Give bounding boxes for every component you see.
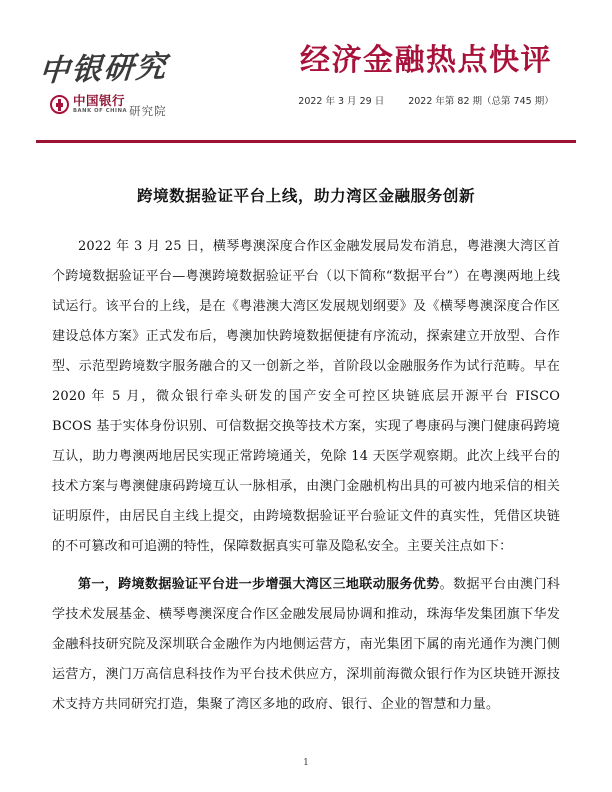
bank-of-china-chinese-name: 中国银行 bbox=[73, 93, 126, 108]
publication-issue: 2022 年第 82 期（总第 745 期） bbox=[408, 95, 554, 107]
publication-date: 2022 年 3 月 29 日 bbox=[298, 95, 385, 107]
institute-label: 研究院 bbox=[129, 103, 167, 118]
publication-header bbox=[276, 44, 576, 107]
paragraph bbox=[52, 232, 574, 562]
paragraph-lead: 第一，跨境数据验证平台进一步增强大湾区三地联动服务优势 bbox=[78, 577, 440, 592]
paragraph bbox=[52, 570, 560, 720]
paragraph-text: 。数据平台由澳门科学技术发展基金、横琴粤澳深度合作区金融发展局协调和推动，珠海华发集团旗下华发金融科技研究院及深圳联合金融作为内地侧运营方，南光集团下属的南光通作为澳门侧运营方，澳门万高信息科技作为平台技术供应方，深圳前海微众银行作为区块链开源技术支持方共同研究打造，集聚了湾区多地的政府、银行、企业的智慧和力量。 bbox=[52, 577, 560, 712]
bank-of-china-lockup bbox=[50, 93, 167, 118]
brand-block bbox=[36, 44, 266, 136]
bank-of-china-emblem-icon bbox=[50, 95, 69, 114]
header-divider-rule bbox=[36, 140, 576, 143]
publication-meta bbox=[276, 93, 576, 107]
bank-of-china-english-name: BANK OF CHINA bbox=[73, 108, 128, 115]
publication-title: 经济金融热点快评 bbox=[300, 43, 552, 78]
article-body bbox=[52, 232, 574, 720]
masthead bbox=[36, 44, 576, 140]
paragraph-text: 2022 年 3 月 25 日，横琴粤澳深度合作区金融发展局发布消息，粤港澳大湾区首个跨境数据验证平台—粤澳跨境数据验证平台（以下简称“数据平台”）在粤澳两地上线试运行。该平台的上线，是在《粤港澳大湾区发展规划纲要》及《横琴粤澳深度合作区建设总体方案》正式发布后，粤澳加快跨境数据便捷有序流动，探索建立开放型、合作型、示范型跨境数字服务融合的又一创新之举，首阶段以金融服务作为试行范畴。早在 2020 年 5 月，微众银行牵头研发的国产安全可控区块链底层开源平台 FISCO BCOS 基于实体身份识别、可信数据交换等技术方案，实现了粤康码与澳门健康码跨境互认，助力粤澳两地居民实现正常跨境通关，免除 14 天医学观察期。此次上线平台的技术方案与粤澳健康码跨境互认一脉相承，由澳门金融机构出具的可被内地采信的相关证明原件，由居民自主线上提交，由跨境数据验证平台验证文件的真实性，凭借区块链的不可篡改和可追溯的特性，保障数据真实可靠及隐私安全。主要关注点如下： bbox=[52, 239, 574, 554]
bank-of-china-names bbox=[73, 94, 127, 114]
page-number: 1 bbox=[303, 758, 309, 768]
boc-research-wordmark: 中银研究 bbox=[38, 49, 169, 90]
page-title: 跨境数据验证平台上线，助力湾区金融服务创新 bbox=[136, 187, 476, 206]
